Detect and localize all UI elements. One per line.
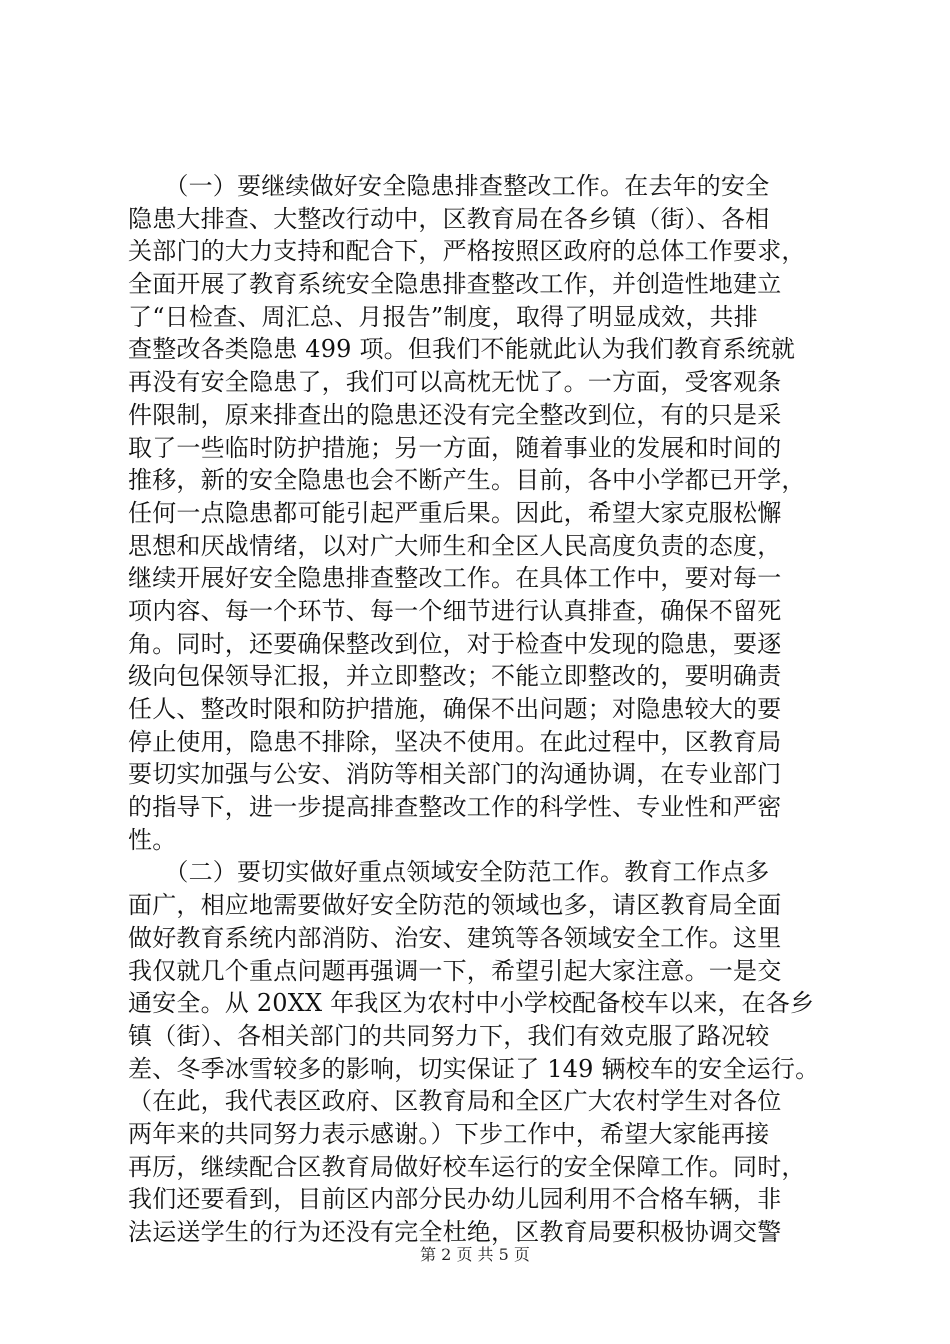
text-line: （二）要切实做好重点领域安全防范工作。教育工作点多 (128, 858, 770, 887)
text-line: 件限制，原来排查出的隐患还没有完全整改到位，有的只是采 (128, 400, 782, 429)
text-line: 做好教育系统内部消防、治安、建筑等各领域安全工作。这里 (128, 923, 782, 952)
text-line: 项内容、每一个环节、每一个细节进行认真排查，确保不留死 (128, 596, 782, 625)
text-line: 查整改各类隐患 499 项。但我们不能就此认为我们教育系统就 (128, 335, 796, 364)
text-line: 再没有安全隐患了，我们可以高枕无忧了。一方面，受客观条 (128, 368, 782, 397)
text-line: 级向包保领导汇报，并立即整改；不能立即整改的，要明确责 (128, 662, 782, 691)
text-line: 全面开展了教育系统安全隐患排查整改工作，并创造性地建立 (128, 270, 782, 299)
text-line: （在此，我代表区政府、区教育局和全区广大农村学生对各位 (128, 1087, 782, 1116)
text-line: 思想和厌战情绪，以对广大师生和全区人民高度负责的态度， (128, 531, 782, 560)
text-line: 镇（街）、各相关部门的共同努力下，我们有效克服了路况较 (128, 1021, 770, 1050)
page-number-footer: 第 2 页 共 5 页 (420, 1245, 530, 1264)
body-text (128, 170, 854, 1249)
text-line: 差、冬季冰雪较多的影响，切实保证了 149 辆校车的安全运行。 (128, 1054, 820, 1083)
text-line: 的指导下，进一步提高排查整改工作的科学性、专业性和严密 (128, 793, 782, 822)
text-line: 任人、整改时限和防护措施，确保不出问题；对隐患较大的要 (128, 695, 782, 723)
text-line: 法运送学生的行为还没有完全杜绝，区教育局要积极协调交警 (128, 1218, 782, 1246)
text-line: （一）要继续做好安全隐患排查整改工作。在去年的安全 (128, 172, 770, 200)
text-line: 隐患大排查、大整改行动中，区教育局在各乡镇（街）、各相 (128, 204, 770, 233)
text-line: 关部门的大力支持和配合下，严格按照区政府的总体工作要求， (128, 237, 806, 266)
text-line: 推移，新的安全隐患也会不断产生。目前，各中小学都已开学， (128, 466, 806, 495)
text-line: 我仅就几个重点问题再强调一下，希望引起大家注意。一是交 (128, 956, 782, 985)
text-line: 两年来的共同努力表示感谢。）下步工作中，希望大家能再接 (128, 1119, 770, 1148)
text-line: 任何一点隐患都可能引起严重后果。因此，希望大家克服松懈 (128, 498, 782, 527)
text-line: 面广，相应地需要做好安全防范的领域也多，请区教育局全面 (128, 891, 782, 920)
text-line: 了“日检查、周汇总、月报告”制度，取得了明显成效，共排 (128, 302, 758, 331)
text-line: 停止使用，隐患不排除，坚决不使用。在此过程中，区教育局 (128, 727, 782, 756)
text-line: 通安全。从 20XX 年我区为农村中小学校配备校车以来，在各乡 (128, 989, 815, 1018)
text-line: 性。 (128, 825, 177, 854)
text-line: 继续开展好安全隐患排查整改工作。在具体工作中，要对每一 (128, 564, 782, 593)
text-line: 取了一些临时防护措施；另一方面，随着事业的发展和时间的 (128, 433, 782, 462)
text-line: 我们还要看到，目前区内部分民办幼儿园利用不合格车辆，非 (128, 1185, 782, 1214)
text-line: 再厉，继续配合区教育局做好校车运行的安全保障工作。同时， (128, 1152, 806, 1181)
text-line: 角。同时，还要确保整改到位，对于检查中发现的隐患，要逐 (128, 629, 782, 658)
text-line: 要切实加强与公安、消防等相关部门的沟通协调，在专业部门 (128, 760, 782, 789)
